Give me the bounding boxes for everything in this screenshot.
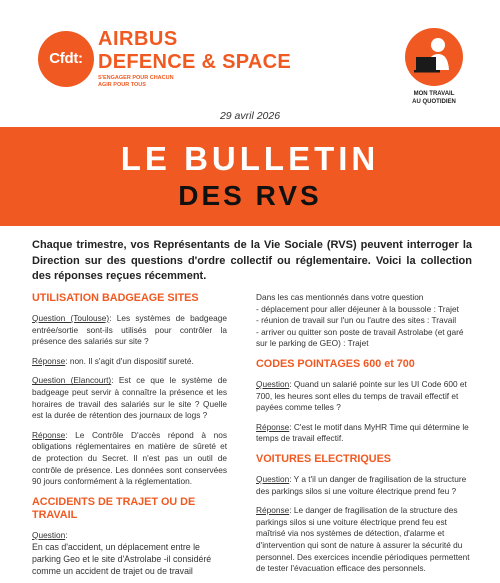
worker-laptop-icon: [405, 28, 463, 86]
cfdt-logo-text: Cfdt:: [49, 50, 83, 67]
title-banner: [0, 127, 500, 226]
banner-title-line1: LE BULLETIN: [120, 140, 380, 177]
answer-codes: [256, 422, 471, 445]
question-text: : Les systèmes de badgeage entrée/sortie sont-ils utilisés pour contrôler la présence des salariés sur site ?: [32, 313, 227, 347]
mon-travail-label: MON TRAVAIL: [413, 91, 455, 97]
answer-text: : Le danger de fragilisation de la structure des parkings silos si une voiture électrique prend feu est maîtrisé via nos systèmes de détection, d'alarme et d'intervention qui sont de nature à assurer la sécurité du personnel. Des exercices incendie périodiques permettent de tester l'évacuation efficace des personnels.: [256, 505, 470, 574]
cfdt-logo: [38, 31, 94, 87]
brand-airbus: AIRBUS: [98, 28, 178, 50]
question-codes: [256, 379, 471, 414]
au-quotidien-label: AU QUOTIDIEN: [412, 99, 456, 105]
question-accident-body: En cas d'accident, un déplacement entre le parking Geo et le site d'Astrolabe -il considéré comme un accident de trajet ou de travail: [32, 542, 212, 577]
question-label: Question (Elancourt): [32, 375, 112, 386]
question-colon: :: [65, 529, 68, 540]
answer-continued-line: - déplacement pour aller déjeuner à la boussole : Trajet: [256, 303, 459, 314]
answer-continued-line: Dans les cas mentionnés dans votre question: [256, 292, 424, 302]
intro-paragraph: Chaque trimestre, vos Représentants de la Vie Sociale (RVS) peuvent interroger la Direction sur des questions d'ordre collectif ou réglementaire. Voici la collection des réponses reçues récemment.: [32, 239, 472, 282]
banner-title-line2: DES RVS: [178, 180, 322, 211]
issue-date: 29 avril 2026: [219, 110, 281, 122]
section-title-codes-pointages: CODES POINTAGES 600 et 700: [256, 357, 415, 370]
answer-label: Réponse: [32, 355, 66, 366]
section-title-badgeage: UTILISATION BADGEAGE SITES: [32, 292, 199, 304]
answer-text: : non. Il s'agit d'un dispositif sureté.: [65, 355, 194, 366]
answer-label: Réponse: [256, 421, 290, 432]
question-text: : Est ce que le système de badgeage peut servir à connaître la présence et les horaires de travail des salariés sur le site ? Quelle est la durée de rétention des journaux de logs ?: [32, 375, 228, 421]
answer-elancourt: [32, 430, 227, 488]
answer-continued-line: - réunion de travail sur l'un ou l'autre des sites : Travail: [256, 315, 457, 326]
question-text: : Y a t'il un danger de fragilisation de la structure des parkings silos si une voiture électrique prend feu ?: [256, 473, 467, 496]
answer-continued-line: - arriver ou quitter son poste de travail Astrolabe (et garé sur le parking de GEO) : Trajet: [256, 326, 464, 349]
answer-label: Réponse: [256, 505, 290, 516]
answer-text: : Le Contrôle D'accès répond à nos obligations réglementaires en matière de sûreté et de protection du Secret. Il n'est pas un outil de contrôle de présence. Les données sont conservées 90 jours conformément à la réglementation.: [32, 429, 227, 487]
right-column: [256, 292, 471, 583]
question-label: Question: [256, 473, 290, 484]
header: [0, 0, 500, 112]
question-label: Question (Toulouse): [32, 313, 110, 323]
brand-tagline-1: S'ENGAGER POUR CHACUN: [98, 75, 174, 81]
left-column: [32, 292, 227, 577]
brand-defence-space: DEFENCE & SPACE: [98, 51, 292, 73]
section-title-accidents: ACCIDENTS DE TRAJET OU DE TRAVAIL: [32, 495, 196, 521]
question-voitures: [256, 474, 471, 497]
answer-toulouse: [32, 356, 227, 368]
brand-tagline-2: AGIR POUR TOUS: [98, 82, 146, 88]
question-elancourt: [32, 375, 227, 421]
answer-voitures: [256, 505, 471, 575]
question-label: Question: [32, 529, 66, 540]
question-text: : Quand un salarié pointe sur les UI Code 600 et 700, les heures sont elles du temps de travail effectif et payées comme telles ?: [256, 378, 467, 413]
question-label: Question: [256, 378, 290, 389]
section-title-voitures: VOITURES ELECTRIQUES: [256, 452, 391, 465]
answer-label: Réponse: [32, 429, 66, 440]
question-accident: [32, 530, 227, 542]
question-toulouse: [32, 313, 227, 348]
answer-text: : C'est le motif dans MyHR Time qui détermine le temps de travail effectif.: [256, 421, 469, 444]
